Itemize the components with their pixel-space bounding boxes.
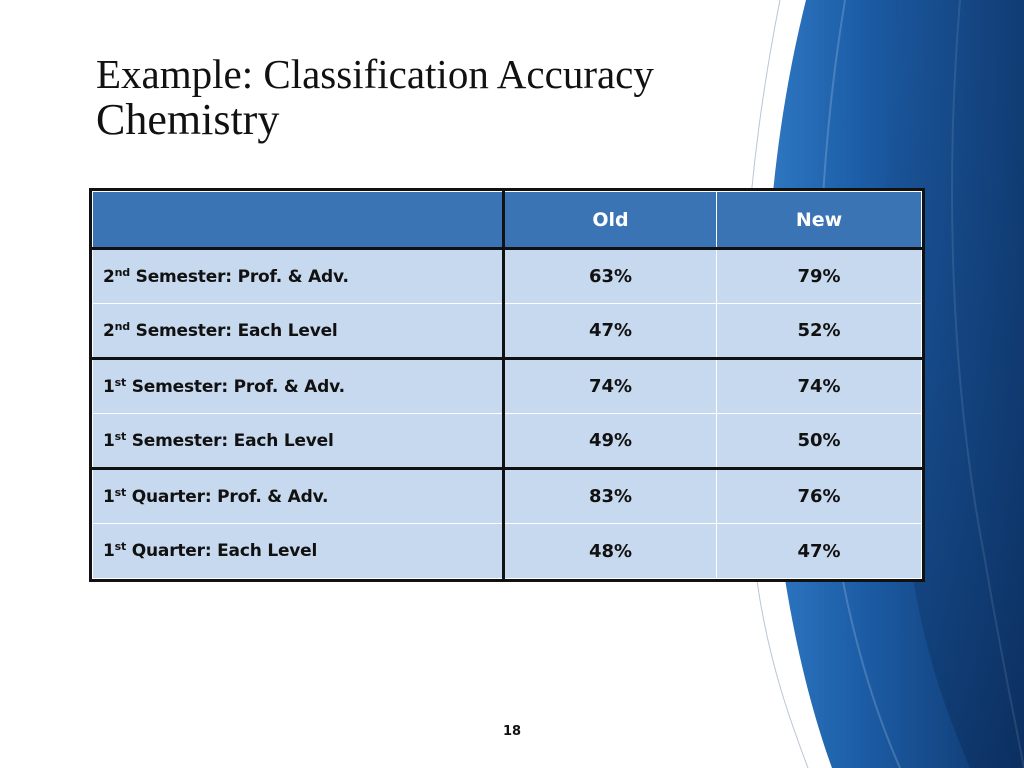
new-value: 52%	[717, 304, 922, 359]
title-line-2: Chemistry	[96, 95, 280, 145]
new-value: 76%	[717, 469, 922, 524]
new-value: 74%	[717, 359, 922, 414]
old-value: 49%	[504, 414, 717, 469]
row-label-num: 2	[103, 320, 115, 341]
old-value: 63%	[504, 249, 717, 304]
page-number: 18	[502, 724, 522, 739]
row-label-num: 1	[103, 541, 115, 561]
table-row	[93, 359, 922, 414]
old-value: 47%	[504, 304, 717, 359]
new-value: 47%	[717, 524, 922, 579]
title-line-1: Example: Classification Accuracy	[96, 51, 654, 97]
header-label-cell	[93, 192, 504, 249]
new-value: 79%	[717, 249, 922, 304]
row-label-text: Semester: Each Level	[129, 320, 338, 341]
old-value: 83%	[504, 469, 717, 524]
row-label	[93, 304, 504, 359]
row-label	[93, 524, 504, 579]
table-row	[93, 524, 922, 579]
accuracy-table	[92, 191, 922, 579]
header-new: New	[717, 192, 922, 249]
row-label-text: Quarter: Each Level	[126, 541, 318, 561]
row-label-ordinal: st	[114, 485, 127, 499]
table-row	[93, 304, 922, 359]
slide-title	[96, 52, 654, 144]
row-label-text: Semester: Each Level	[126, 430, 334, 451]
table-row	[93, 249, 922, 304]
row-label-num: 2	[103, 266, 115, 287]
row-label-text: Quarter: Prof. & Adv.	[126, 486, 329, 507]
new-value: 50%	[717, 414, 922, 469]
row-label-num: 1	[103, 430, 115, 451]
row-label-num: 1	[103, 486, 115, 507]
row-label-ordinal: st	[114, 429, 127, 443]
table-row	[93, 469, 922, 524]
row-label	[93, 469, 504, 524]
row-label-ordinal: st	[114, 540, 127, 553]
table-row	[93, 414, 922, 469]
old-value: 48%	[504, 524, 717, 579]
row-label-text: Semester: Prof. & Adv.	[129, 266, 349, 287]
row-label	[93, 359, 504, 414]
row-label-text: Semester: Prof. & Adv.	[126, 376, 345, 397]
row-label-ordinal: nd	[114, 265, 130, 279]
row-label-num: 1	[103, 376, 115, 397]
table-header-row	[93, 192, 922, 249]
row-label-ordinal: st	[114, 375, 127, 389]
row-label	[93, 249, 504, 304]
header-old: Old	[504, 192, 717, 249]
row-label	[93, 414, 504, 469]
row-label-ordinal: nd	[114, 319, 130, 333]
old-value: 74%	[504, 359, 717, 414]
